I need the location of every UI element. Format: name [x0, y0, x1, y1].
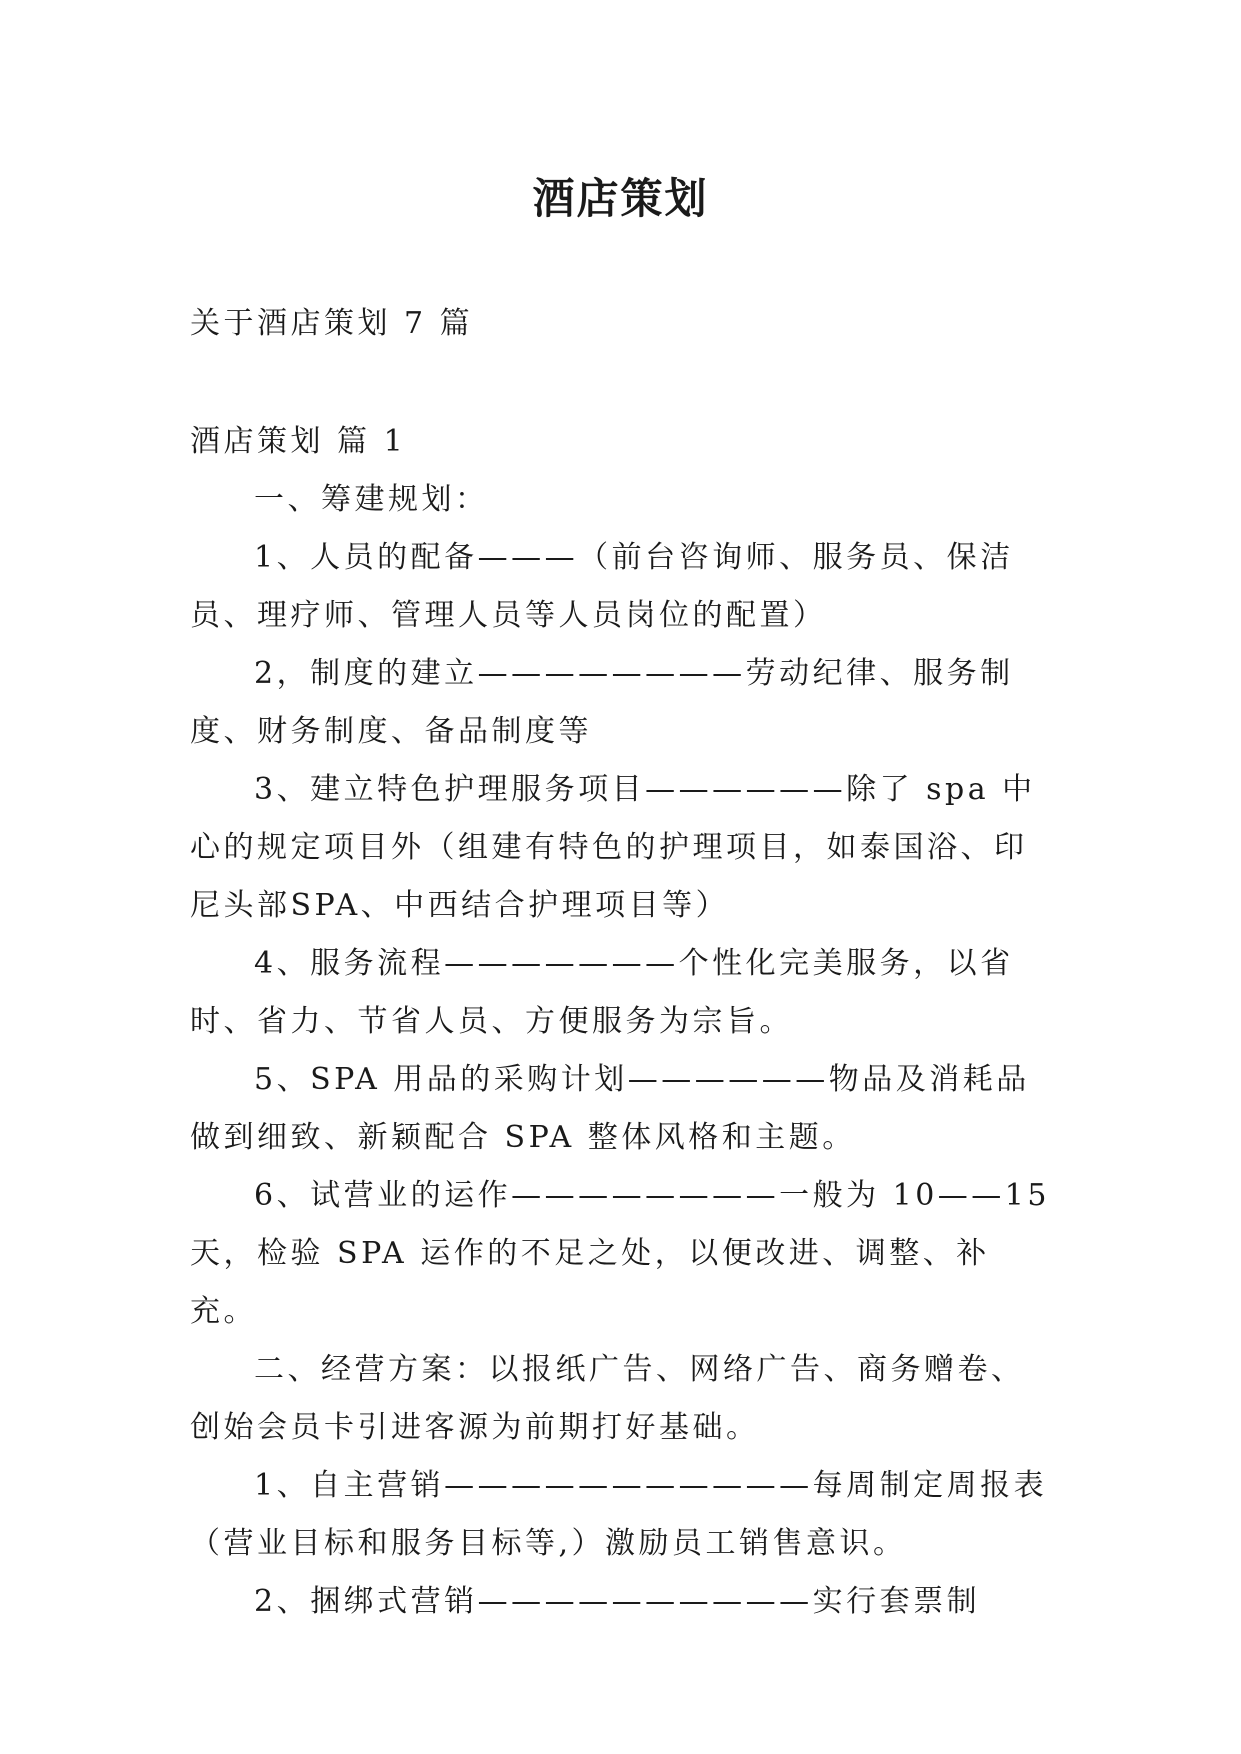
paragraph-2: 1、人员的配备———（前台咨询师、服务员、保洁员、理疗师、管理人员等人员岗位的配置） [190, 540, 1014, 633]
paragraph-5: 4、服务流程———————个性化完美服务，以省时、省力、节省人员、方便服务为宗旨。 [190, 946, 1014, 1039]
paragraph-8: 二、经营方案：以报纸广告、网络广告、商务赠卷、创始会员卡引进客源为前期打好基础。 [190, 1352, 1025, 1445]
document-title: 酒店策划 [532, 174, 709, 224]
paragraph-4: 3、建立特色护理服务项目——————除了 spa 中心的规定项目外（组建有特色的护理项目，如泰国浴、印尼头部SPA、中西结合护理项目等） [190, 772, 1036, 923]
document-subtitle: 关于酒店策划 7 篇 [190, 306, 474, 341]
document-body [190, 295, 1052, 1631]
paragraph-6: 5、SPA 用品的采购计划——————物品及消耗品做到细致、新颖配合 SPA 整体风格和主题。 [190, 1062, 1030, 1155]
paragraph-1: 一、筹建规划： [254, 482, 489, 517]
section-heading: 酒店策划 篇 1 [190, 424, 407, 459]
paragraph-10: 2、捆绑式营销——————————实行套票制 [254, 1584, 981, 1619]
paragraph-7: 6、试营业的运作————————一般为 10——15 天，检验 SPA 运作的不足之处，以便改进、调整、补充。 [190, 1178, 1050, 1329]
paragraph-3: 2，制度的建立————————劳动纪律、服务制度、财务制度、备品制度等 [190, 656, 1014, 749]
paragraph-9: 1、自主营销———————————每周制定周报表（营业目标和服务目标等,）激励员工销售意识。 [190, 1468, 1048, 1561]
